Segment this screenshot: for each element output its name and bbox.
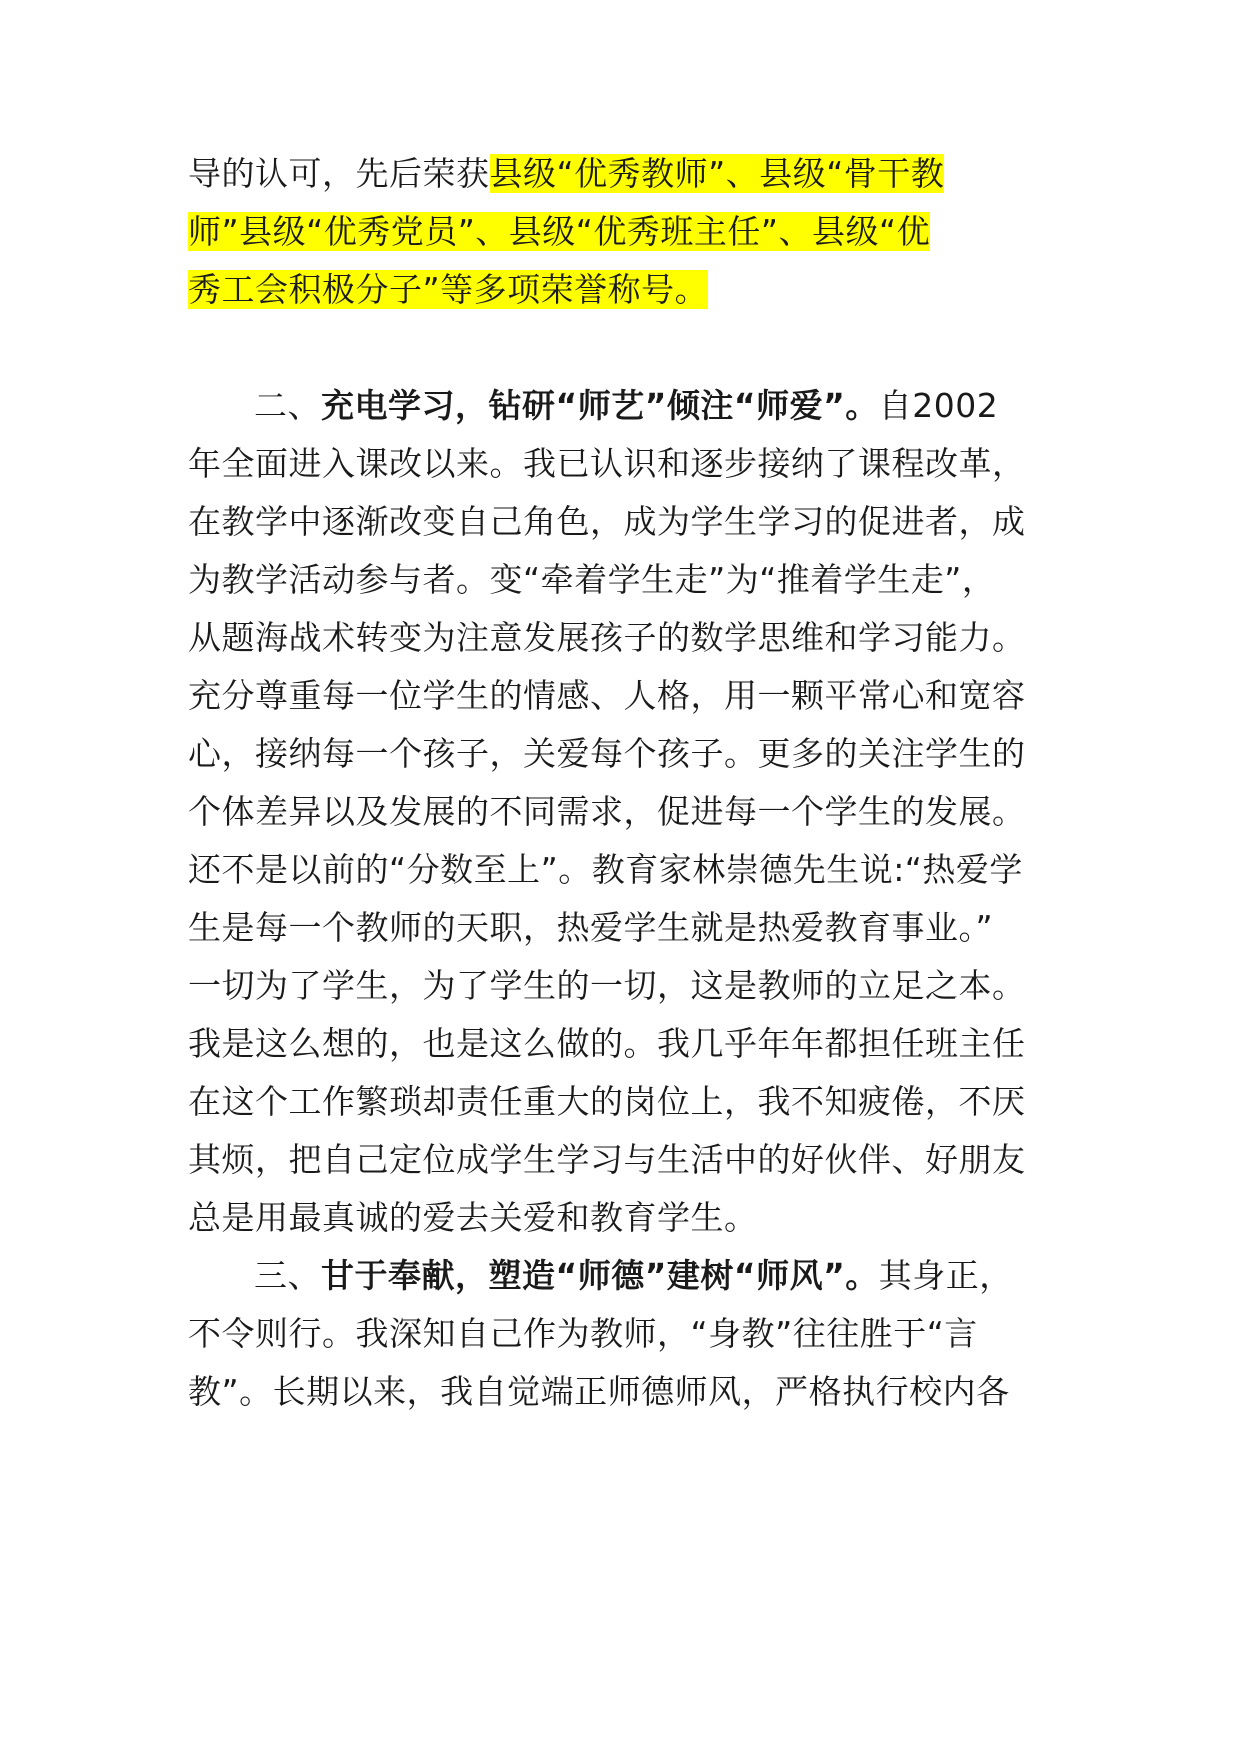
section2-heading-rest: 自2002 [878,386,999,425]
section2-line: 生是每一个教师的天职，热爱学生就是热爱教育事业。” [188,908,994,947]
paragraph1-line2-highlight: 师”县级“优秀党员”、县级“优秀班主任”、县级“优 [188,212,931,251]
section2-line: 在教学中逐渐改变自己角色，成为学生学习的促进者，成 [188,502,1026,541]
paragraph1-line1-plain: 导的认可，先后荣获 [188,154,490,193]
paragraph1-line1 [188,152,944,196]
section2-line: 充分尊重每一位学生的情感、人格，用一颗平常心和宽容 [188,676,1026,715]
section2-line: 其烦，把自己定位成学生学习与生活中的好伙伴、好朋友 [188,1140,1026,1179]
section3-line: 教”。长期以来，我自觉端正师德师风，严格执行校内各 [188,1372,1010,1411]
section2-line: 还不是以前的“分数至上”。教育家林崇德先生说:“热爱学 [188,850,1023,889]
section2-line: 在这个工作繁琐却责任重大的岗位上，我不知疲倦，不厌 [188,1082,1026,1121]
paragraph1-line1-highlight: 县级“优秀教师”、县级“骨干教 [489,154,945,193]
section2-line: 年全面进入课改以来。我已认识和逐步接纳了课程改革， [188,444,1026,483]
section3-line: 不令则行。我深知自己作为教师，“身教”往往胜于“言 [188,1314,978,1353]
section3-heading-rest: 其身正， [878,1256,1013,1295]
paragraph1-line3 [188,268,708,312]
section2-heading-prefix: 二、 [254,386,321,425]
section2-line: 个体差异以及发展的不同需求，促进每一个学生的发展。 [188,792,1026,831]
section2-line: 为教学活动参与者。变“牵着学生走”为“推着学生走”， [188,560,996,599]
section2-line: 从题海战术转变为注意发展孩子的数学思维和学习能力。 [188,618,1026,657]
section2-line: 一切为了学生，为了学生的一切，这是教师的立足之本。 [188,966,1026,1005]
section2-line: 我是这么想的，也是这么做的。我几乎年年都担任班主任 [188,1024,1026,1063]
paragraph1-line3-highlight: 秀工会积极分子”等多项荣誉称号。 [188,270,709,309]
paragraph1-line2 [188,210,930,254]
section2-heading-line [254,384,998,428]
section2-line: 心，接纳每一个孩子，关爱每个孩子。更多的关注学生的 [188,734,1026,773]
section3-heading-line [254,1254,1013,1298]
section2-line: 总是用最真诚的爱去关爱和教育学生。 [188,1198,758,1237]
section3-heading-prefix: 三、 [254,1256,321,1295]
section3-heading-bold: 甘于奉献，塑造“师德”建树“师风”。 [321,1256,879,1295]
section2-heading-bold: 充电学习，钻研“师艺”倾注“师爱”。 [321,386,879,425]
